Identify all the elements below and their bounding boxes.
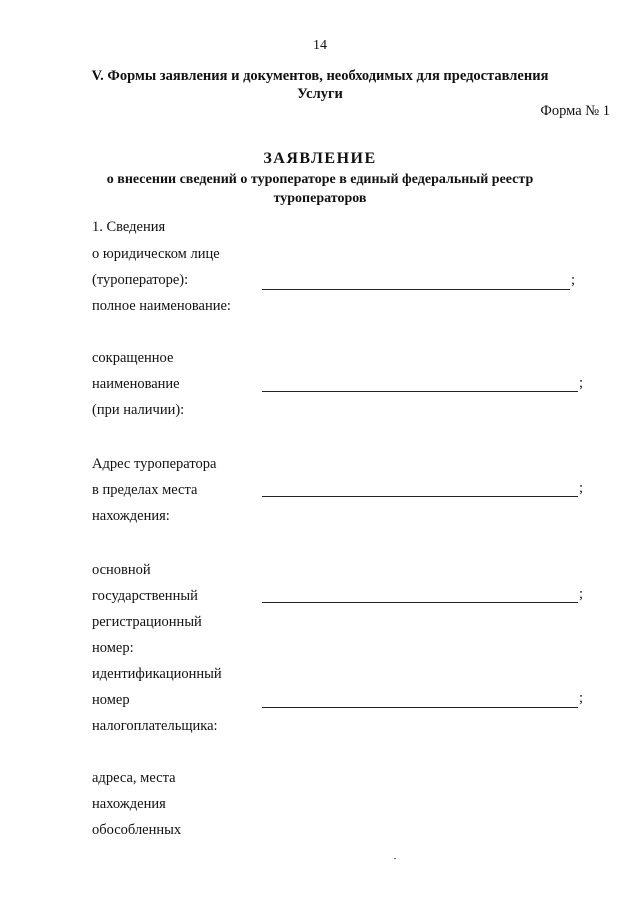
address-label-line1: Адрес туроператора — [92, 456, 217, 472]
ogrn-label-line1: основной — [92, 562, 151, 578]
ogrn-label-line3: регистрационный — [92, 614, 202, 630]
ogrn-label-line4: номер: — [92, 640, 134, 656]
short-name-label-line1: сокращенное — [92, 350, 174, 366]
full-name-fill-line[interactable] — [262, 289, 570, 290]
inn-label-line2: номер — [92, 692, 130, 708]
inn-label-line3: налогоплательщика: — [92, 718, 218, 734]
inn-terminator: ; — [579, 690, 584, 706]
page-number: 14 — [313, 38, 327, 53]
short-name-terminator: ; — [579, 375, 584, 391]
intro-label-line1: 1. Сведения — [92, 219, 166, 235]
scan-speck — [394, 858, 396, 859]
branches-label-line1: адреса, места — [92, 770, 176, 786]
address-terminator: ; — [579, 480, 584, 496]
intro-label-line3: (туроператоре): — [92, 272, 189, 288]
inn-label-line1: идентификационный — [92, 666, 222, 682]
address-label-line3: нахождения: — [92, 508, 170, 524]
document-subtitle-line2: туроператоров — [273, 191, 367, 206]
document-subtitle-line1: о внесении сведений о туроператоре в единый федеральный реестр — [106, 172, 534, 187]
branches-label-line2: нахождения — [92, 796, 166, 812]
short-name-fill-line[interactable] — [262, 391, 578, 392]
ogrn-fill-line[interactable] — [262, 602, 578, 603]
address-label-line2: в пределах места — [92, 482, 198, 498]
short-name-label-line2: наименование — [92, 376, 180, 392]
document-title: ЗАЯВЛЕНИЕ — [263, 150, 377, 167]
form-number: Форма № 1 — [540, 103, 610, 119]
full-name-label: полное наименование: — [92, 298, 231, 314]
ogrn-terminator: ; — [579, 586, 584, 602]
address-fill-line[interactable] — [262, 496, 578, 497]
section-title-line2: Услуги — [297, 86, 343, 102]
inn-fill-line[interactable] — [262, 707, 578, 708]
section-title-line1: V. Формы заявления и документов, необходимых для предоставления — [91, 68, 549, 84]
full-name-terminator: ; — [571, 272, 576, 288]
ogrn-label-line2: государственный — [92, 588, 198, 604]
intro-label-line2: о юридическом лице — [92, 246, 220, 262]
short-name-label-line3: (при наличии): — [92, 402, 185, 418]
branches-label-line3: обособленных — [92, 822, 182, 838]
